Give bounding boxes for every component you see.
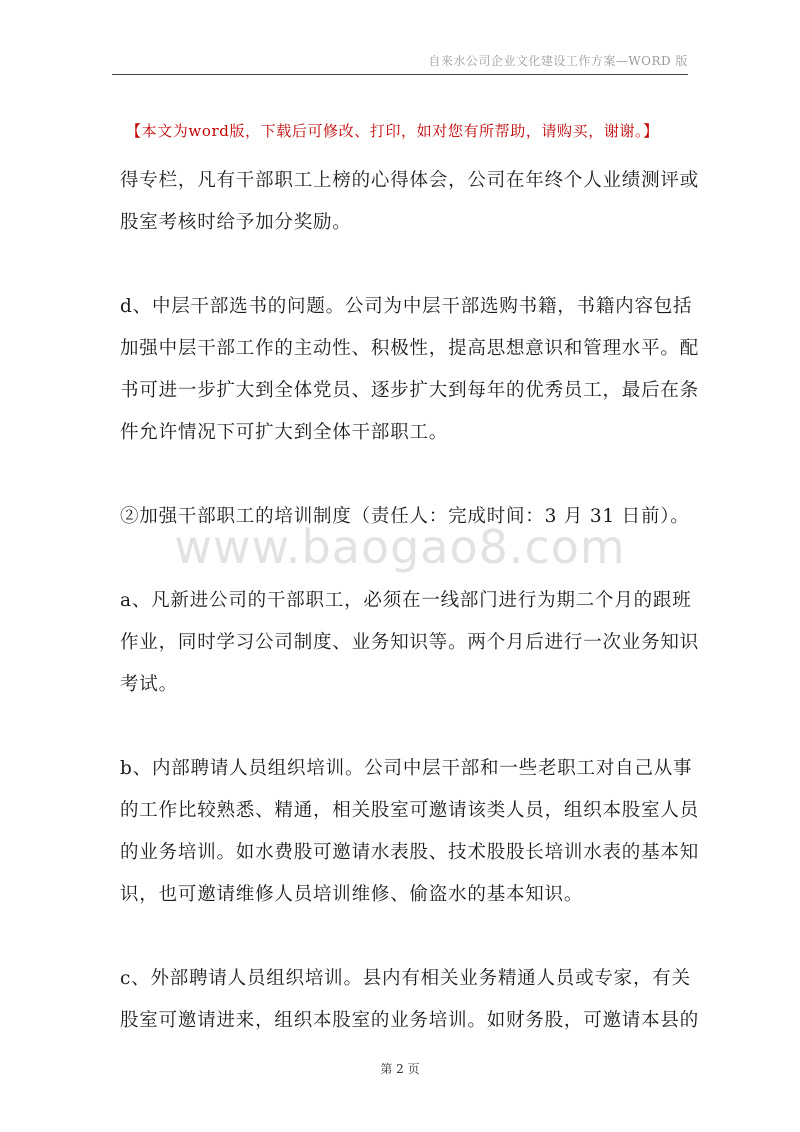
text-line: b、内部聘请人员组织培训。公司中层干部和一些老职工对自己从事 [120, 758, 693, 779]
text-line: 作业，同时学习公司制度、业务知识等。两个月后进行一次业务知识 [120, 632, 700, 653]
text-line: 得专栏，凡有干部职工上榜的心得体会，公司在年终个人业绩测评或 [120, 170, 700, 191]
text-line: 识，也可邀请维修人员培训维修、偷盗水的基本知识。 [120, 884, 584, 905]
text-line: 件允许情况下可扩大到全体干部职工。 [120, 422, 449, 443]
page-header-title: 自来水公司企业文化建设工作方案—WORD 版 [428, 54, 688, 68]
paragraph-b [120, 748, 700, 916]
paragraph-1 [120, 160, 700, 244]
text-line: c、外部聘请人员组织培训。县内有相关业务精通人员或专家，有关 [120, 968, 691, 989]
text-line: ②加强干部职工的培训制度（责任人：完成时间：3 月 31 日前）。 [120, 506, 690, 527]
paragraph-c [120, 958, 700, 1042]
page-number: 第 2 页 [380, 1062, 420, 1076]
text-line: 考试。 [120, 674, 178, 695]
paragraph-a [120, 580, 700, 706]
text-line: 股室可邀请进来，组织本股室的业务培训。如财务股，可邀请本县的 [120, 1010, 700, 1031]
download-notice: 【本文为word版，下载后可修改、打印，如对您有所帮助，请购买，谢谢。】 [126, 122, 659, 140]
text-line: d、中层干部选书的问题。公司为中层干部选购书籍，书籍内容包括 [120, 296, 693, 317]
text-line: 书可进一步扩大到全体党员、逐步扩大到每年的优秀员工，最后在条 [120, 380, 700, 401]
text-line: 的业务培训。如水费股可邀请水表股、技术股股长培训水表的基本知 [120, 842, 700, 863]
text-line: 股室考核时给予加分奖励。 [120, 212, 352, 233]
watermark-text: www.baogao8.com [174, 520, 626, 574]
header-divider [112, 74, 688, 75]
text-line: 加强中层干部工作的主动性、积极性，提高思想意识和管理水平。配 [120, 338, 700, 359]
paragraph-2 [120, 286, 700, 454]
text-line: 的工作比较熟悉、精通，相关股室可邀请该类人员，组织本股室人员 [120, 800, 700, 821]
document-body [120, 160, 700, 1084]
text-line: a、凡新进公司的干部职工，必须在一线部门进行为期二个月的跟班 [120, 590, 692, 611]
